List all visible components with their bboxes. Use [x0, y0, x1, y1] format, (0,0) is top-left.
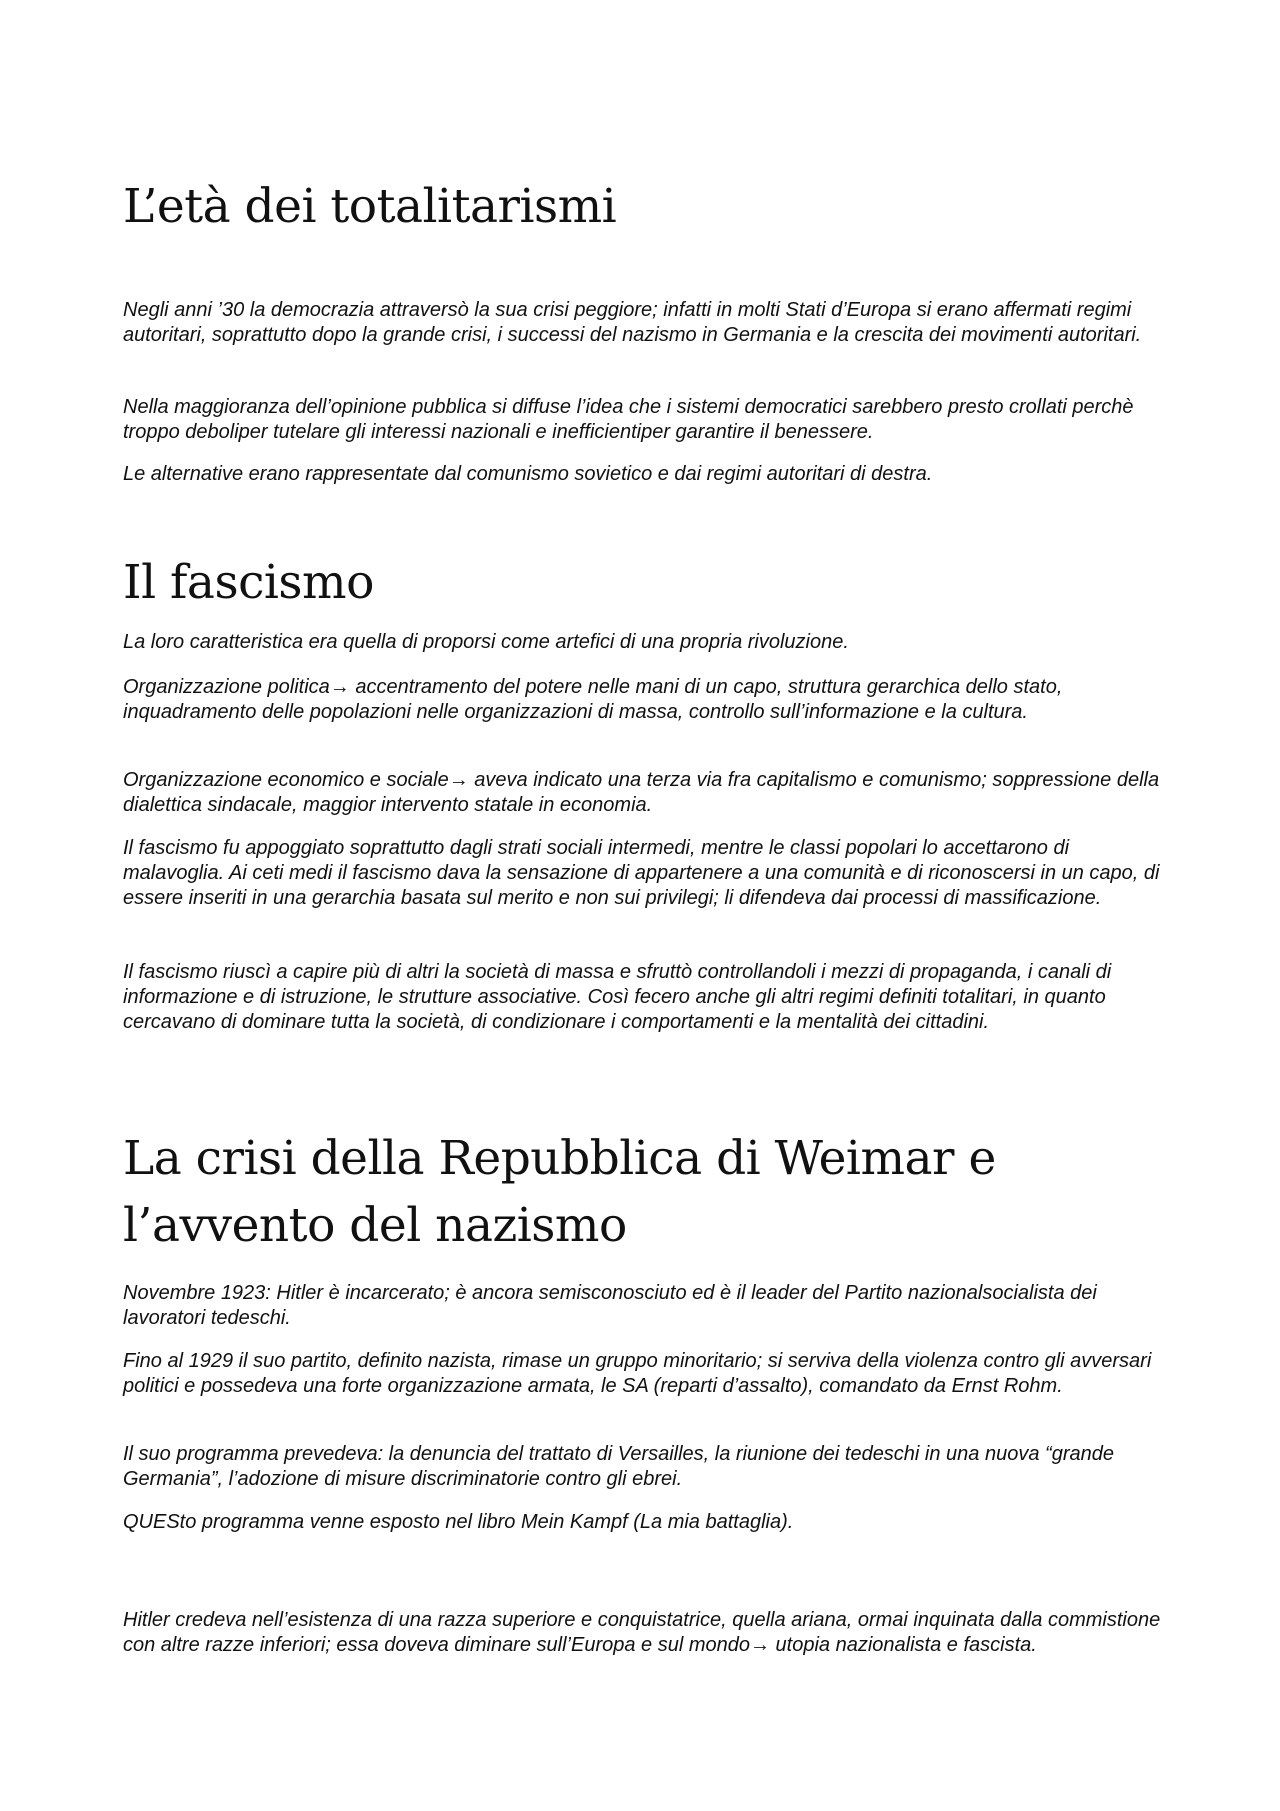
heading-totalitarianism: L’età dei totalitarismi — [123, 179, 617, 234]
paragraph: Organizzazione economico e sociale→ aveva indicato una terza via fra capitalismo e comunismo; soppressione della dialettica sindacale, maggior intervento statale in economia. — [123, 769, 1160, 816]
paragraph: Il fascismo riuscì a capire più di altri la società di massa e sfruttò controllandoli i mezzi di propaganda, i canali di informazione e di istruzione, le strutture associative. Così fecero anche gli altri regimi definiti totalitari, in quanto cercavano di dominare tutta la società, di condizionare i comportamenti e la mentalità dei cittadini. — [123, 961, 1112, 1033]
paragraph: La loro caratteristica era quella di proporsi come artefici di una propria rivoluzione. — [123, 631, 849, 653]
paragraph: Il fascismo fu appoggiato soprattutto dagli strati sociali intermedi, mentre le classi popolari lo accettarono di malavoglia. Ai ceti medi il fascismo dava la sensazione di appartenere a una comunità e di riconoscersi in un capo, di essere inseriti in una gerarchia basata sul merito e non sui privilegi; li difendeva dai processi di massificazione. — [123, 837, 1160, 909]
paragraph: Le alternative erano rappresentate dal comunismo sovietico e dai regimi autoritari di destra. — [123, 463, 933, 485]
paragraph: Novembre 1923: Hitler è incarcerato; è ancora semisconosciuto ed è il leader del Partito nazionalsocialista dei lavoratori tedeschi. — [123, 1282, 1097, 1329]
heading-weimar-line-1: La crisi della Repubblica di Weimar e — [123, 1131, 996, 1186]
paragraph: Il suo programma prevedeva: la denuncia del trattato di Versailles, la riunione dei tedeschi in una nuova “grande Germania”, l’adozione di misure discriminatorie contro gli ebrei. — [123, 1443, 1114, 1490]
paragraph: Negli anni ’30 la democrazia attraversò la sua crisi peggiore; infatti in molti Stati d’Europa si erano affermati regimi autoritari, soprattutto dopo la grande crisi, i successi del nazismo in Germania e la crescita dei movimenti autoritari. — [123, 299, 1142, 346]
paragraph: Fino al 1929 il suo partito, definito nazista, rimase un gruppo minoritario; si serviva della violenza contro gli avversari politici e possedeva una forte organizzazione armata, le SA (reparti d’assalto), comandato da Ernst Rohm. — [123, 1350, 1152, 1397]
heading-fascism: Il fascismo — [123, 555, 374, 610]
paragraph: QUESto programma venne esposto nel libro Mein Kampf (La mia battaglia). — [123, 1511, 794, 1533]
paragraph: Organizzazione politica→ accentramento del potere nelle mani di un capo, struttura gerarchica dello stato, inquadramento delle popolazioni nelle organizzazioni di massa, controllo sull’informazione e la cultura. — [123, 676, 1063, 723]
paragraph: Hitler credeva nell’esistenza di una razza superiore e conquistatrice, quella ariana, ormai inquinata dalla commistione con altre razze inferiori; essa doveva diminare sull’Europa e sul mondo→ utopia nazionalista e fascista. — [123, 1609, 1161, 1656]
paragraph: Nella maggioranza dell’opinione pubblica si diffuse l’idea che i sistemi democratici sarebbero presto crollati perchè troppo deboliper tutelare gli interessi nazionali e inefficientiper garantire il benessere. — [123, 396, 1134, 443]
heading-weimar-line-2: l’avvento del nazismo — [123, 1198, 627, 1253]
